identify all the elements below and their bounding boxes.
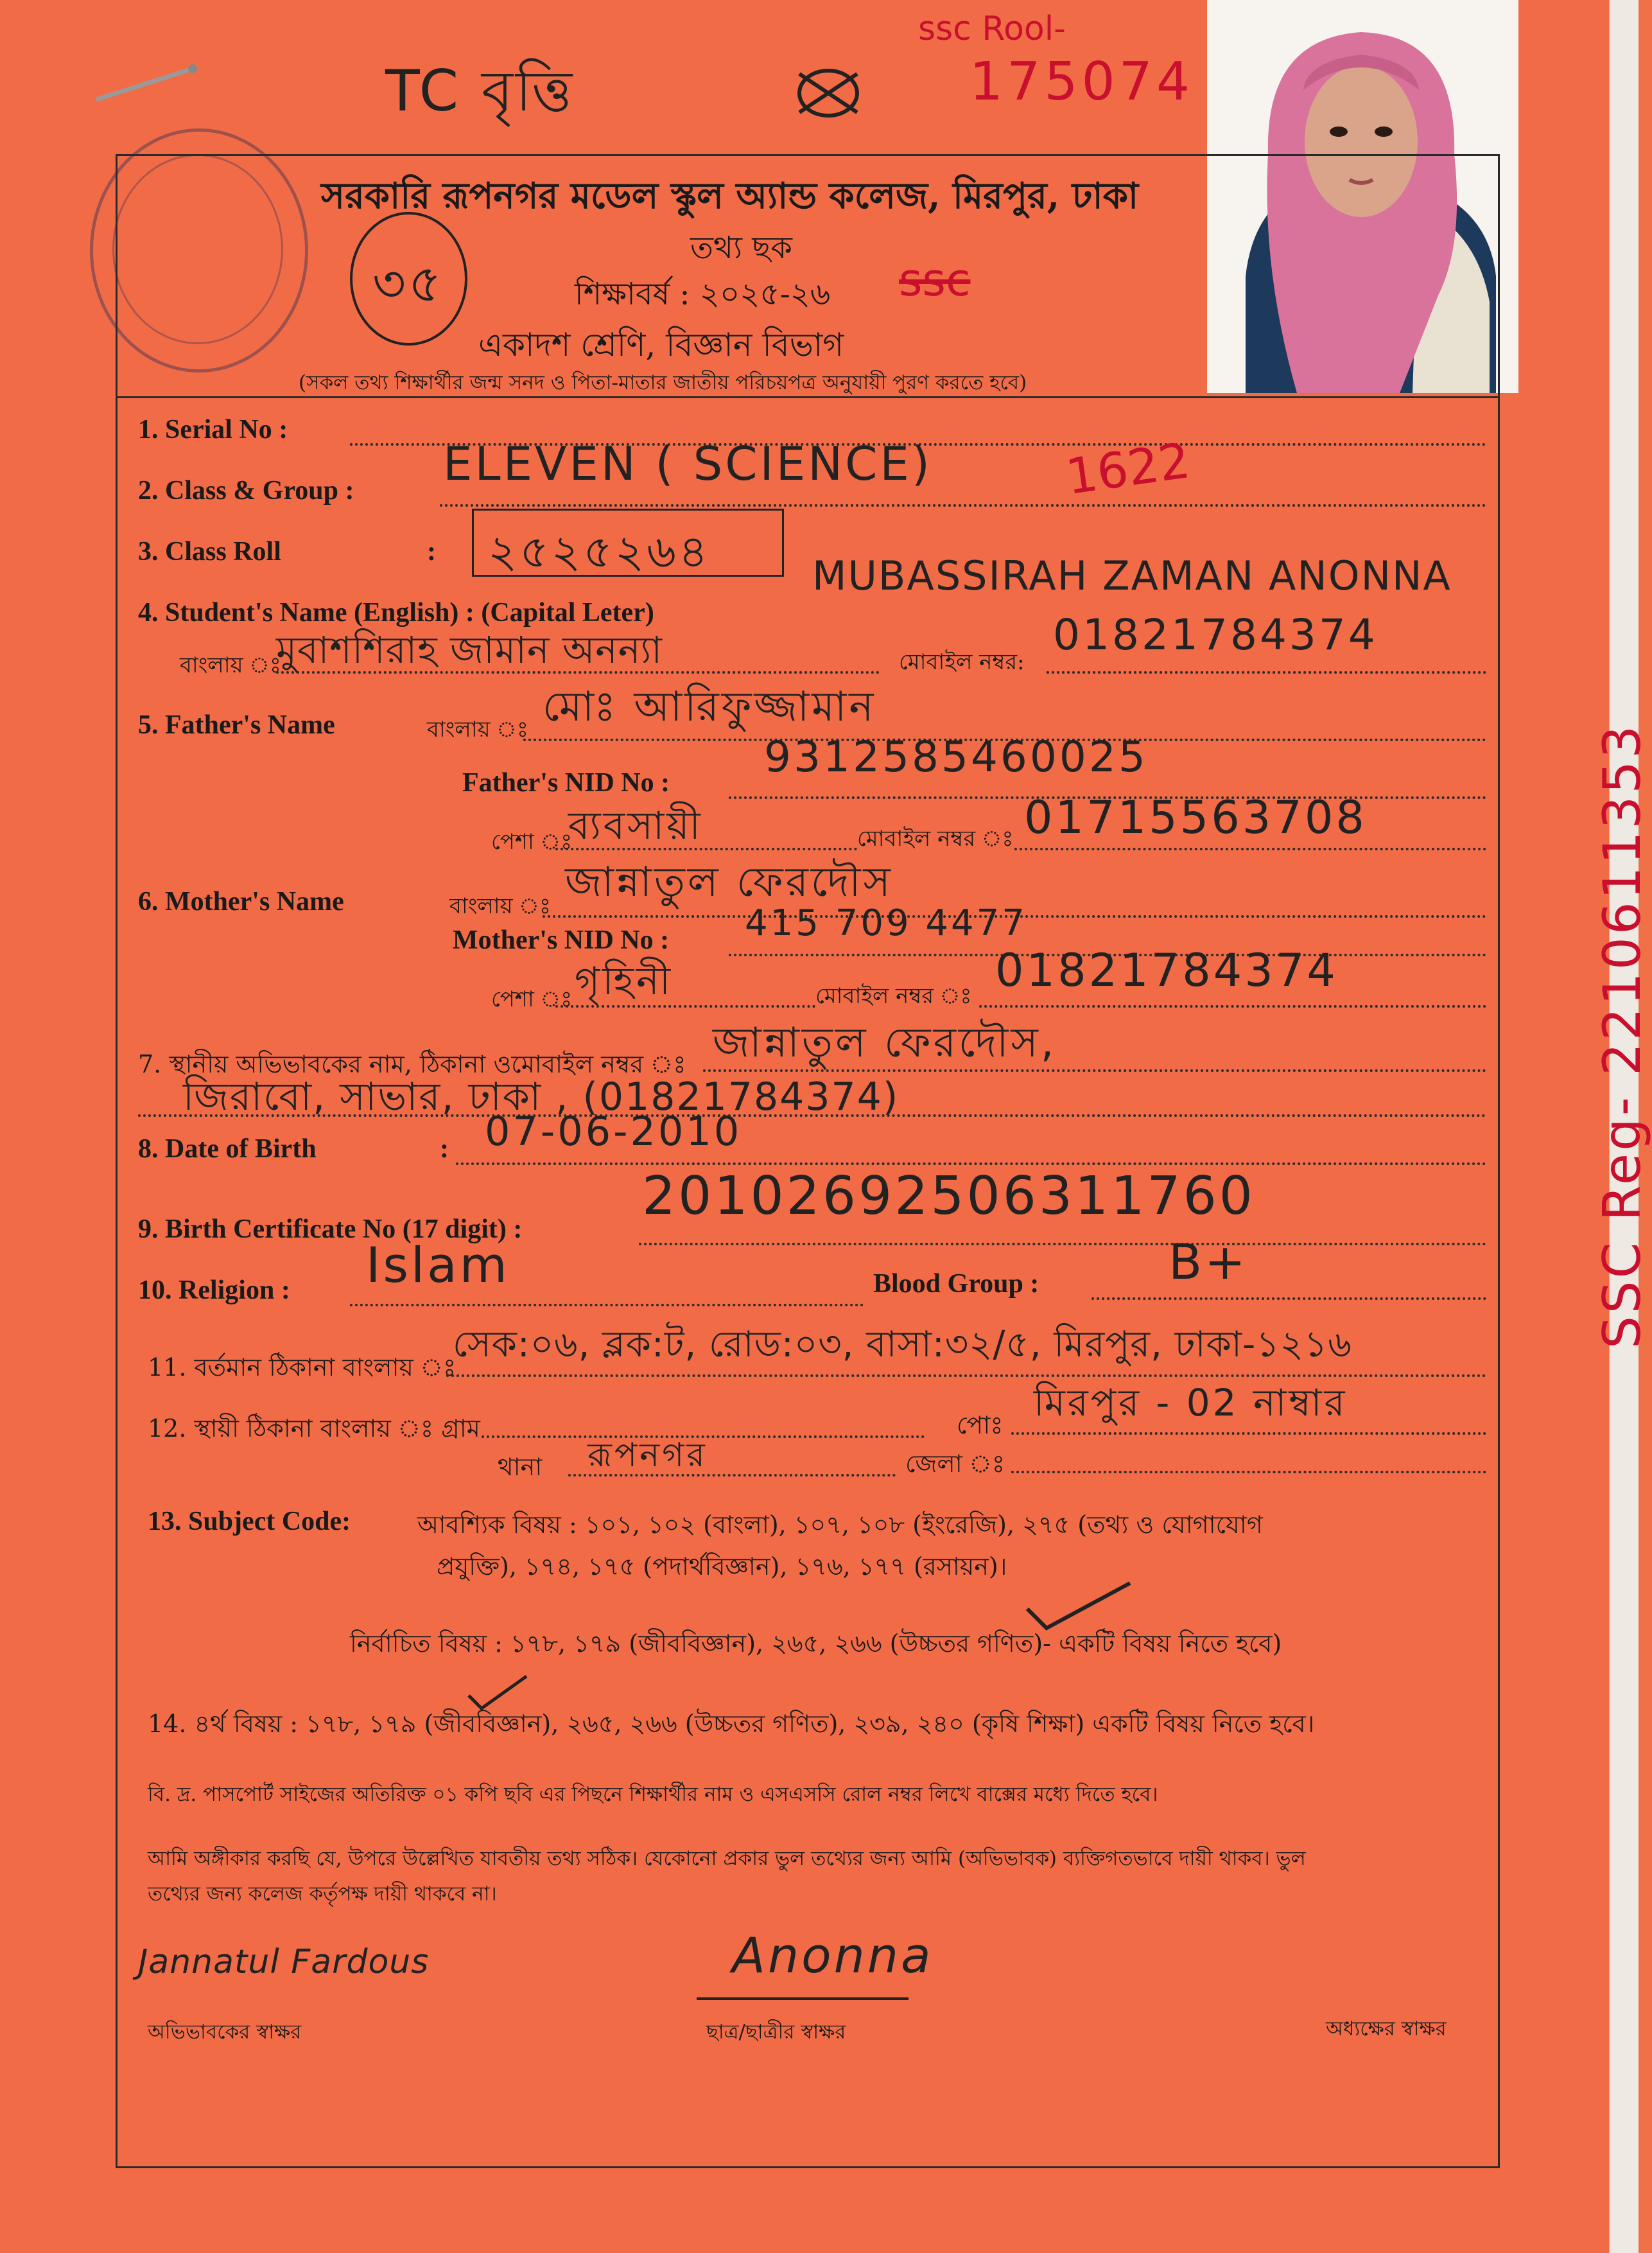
mother-nid-label: Mother's NID No : <box>453 925 670 955</box>
district-line <box>1011 1471 1486 1473</box>
guardian-signature-label: অভিভাবকের স্বাক্ষর <box>148 2021 302 2044</box>
class-group-value: ELEVEN ( SCIENCE) <box>443 437 932 491</box>
declaration-line1: আমি অঙ্গীকার করছি যে, উপরে উল্লেখিত যাবতীয় তথ্য সঠিক। যেকোনো প্রকার ভুল তথ্যের জন্য আমি (অভিভাবক) ব্যক্তিগতভাবে দায়ী থাকব। ভুল <box>148 1847 1306 1870</box>
academic-session: শিক্ষাবর্ষ : ২০২৫-২৬ <box>575 276 831 312</box>
class-group-label: 2. Class & Group : <box>138 476 354 505</box>
mother-name-label: 6. Mother's Name <box>138 887 344 916</box>
father-mobile-line <box>1014 848 1486 850</box>
blood-group-line <box>1091 1297 1486 1300</box>
subject-code-label: 13. Subject Code: <box>148 1507 351 1536</box>
district-label: জেলা ঃ <box>905 1450 1005 1478</box>
father-name-bn: মোঃ আরিফুজ্জামান <box>543 683 876 731</box>
religion-label: 10. Religion : <box>138 1276 290 1305</box>
student-mobile-line <box>1047 671 1486 674</box>
declaration-line2: তথ্যের জন্য কলেজ কর্তৃপক্ষ দায়ী থাকবে না। <box>148 1882 497 1906</box>
student-name-bn: মুবাশশিরাহ জামান অনন্যা <box>276 628 663 672</box>
student-mobile: 01821784374 <box>1053 610 1378 660</box>
staple-icon <box>90 61 199 112</box>
mother-occupation-label: পেশা ঃ <box>491 986 573 1012</box>
father-mobile: 01715563708 <box>1024 791 1367 844</box>
father-occupation-label: পেশা ঃ <box>491 829 573 855</box>
dob-line <box>456 1162 1486 1165</box>
father-occupation: ব্যবসায়ী <box>568 803 703 848</box>
scribble-mark-icon <box>790 64 867 122</box>
student-bangla-label: বাংলায় ঃ <box>180 653 282 678</box>
principal-signature-label: অধ্যক্ষের স্বাক্ষর <box>1326 2017 1447 2040</box>
father-mobile-label: মোবাইল নম্বর ঃ <box>857 826 1014 852</box>
elective-subjects: নির্বাচিত বিষয় : ১৭৮, ১৭৯ (জীববিজ্ঞান), ২৬৫, ২৬৬ (উচ্চতর গণিত)- একটি বিষয় নিতে হবে) <box>350 1629 1282 1658</box>
ssc-roll-value: 175074 <box>969 51 1194 112</box>
present-address-value: সেক:০৬, ব্লক:ট, রোড:০৩, বাসা:৩২/৫, মিরপুর, ঢাকা-১২১৬ <box>453 1324 1352 1365</box>
mother-occupation: গৃহিনী <box>575 959 673 1004</box>
blood-group-value: B+ <box>1169 1233 1248 1290</box>
ssc-reg-annotation: SSC Reg- 2210611353 <box>1592 723 1652 1349</box>
birth-cert-value: 20102692506311760 <box>642 1166 1255 1227</box>
father-nid: 9312585460025 <box>764 732 1148 782</box>
student-name-value: MUBASSIRAH ZAMAN ANONNA <box>812 552 1452 599</box>
religion-line <box>350 1304 864 1306</box>
compulsory-subjects-line2: প্রযুক্তি), ১৭৪, ১৭৫ (পদার্থবিজ্ঞান), ১৭৬, ১৭৭ (রসায়ন)। <box>437 1552 1007 1581</box>
student-signature: Anonna <box>732 1927 934 1984</box>
dob-value: 07-06-2010 <box>485 1108 742 1155</box>
class-roll-value: ২৫২৫২৬৪ <box>488 525 711 578</box>
roll-side-annotation: 1622 <box>1062 431 1194 506</box>
student-signature-underline <box>697 1997 909 2000</box>
student-mobile-label: মোবাইল নম্বর: <box>899 649 1025 675</box>
mother-bangla-label: বাংলায় ঃ <box>449 893 552 919</box>
student-name-label: 4. Student's Name (English) : (Capital Leter) <box>138 598 654 627</box>
present-address-label: 11. বর্তমান ঠিকানা বাংলায় ঃ <box>148 1353 456 1381</box>
guardian-name: জান্নাতুল ফেরদৌস, <box>713 1019 1057 1067</box>
dob-label: 8. Date of Birth <box>138 1134 317 1164</box>
fill-instruction: (সকল তথ্য শিক্ষার্থীর জন্ম সনদ ও পিতা-মাতার জাতীয় পরিচয়পত্র অনুযায়ী পুরণ করতে হবে) <box>299 371 1027 394</box>
mother-nid: 415 709 4477 <box>745 902 1027 944</box>
guardian-label: 7. স্থানীয় অভিভাবকের নাম, ঠিকানা ওমোবাইল নম্বর ঃ <box>138 1050 686 1078</box>
birth-cert-label: 9. Birth Certificate No (17 digit) : <box>138 1214 523 1244</box>
thana-value: রূপনগর <box>587 1436 708 1475</box>
post-label: পোঃ <box>957 1411 1004 1439</box>
thana-label: থানা <box>498 1453 543 1481</box>
header-divider <box>116 396 1500 398</box>
college-name: সরকারি রূপনগর মডেল স্কুল অ্যান্ড কলেজ, মিরপুর, ঢাকা <box>321 175 1139 217</box>
permanent-address-label: 12. স্থায়ী ঠিকানা বাংলায় ঃ গ্রাম <box>148 1414 480 1442</box>
mother-mobile: 01821784374 <box>995 944 1338 997</box>
mother-mobile-line <box>979 1005 1486 1008</box>
fourth-subject: 14. ৪র্থ বিষয় : ১৭৮, ১৭৯ (জীববিজ্ঞান), ২৬৫, ২৬৬ (উচ্চতর গণিত), ২৩৯, ২৪০ (কৃষি শিক্ষা) একটি বিষয় নিতে হবে। <box>148 1710 1315 1738</box>
class-group-line <box>440 504 1486 507</box>
class-department: একাদশ শ্রেণি, বিজ্ঞান বিভাগ <box>478 326 844 364</box>
dob-colon: : <box>440 1134 449 1164</box>
father-name-label: 5. Father's Name <box>138 710 335 740</box>
student-signature-label: ছাত্র/ছাত্রীর স্বাক্ষর <box>706 2021 846 2044</box>
birth-cert-line <box>639 1243 1486 1245</box>
ssc-struck-annotation: ssc <box>899 254 971 306</box>
guardian-signature: Jannatul Fardous <box>138 1943 430 1981</box>
circled-number: ৩৫ <box>372 254 444 313</box>
blood-group-label: Blood Group : <box>873 1269 1039 1299</box>
father-nid-label: Father's NID No : <box>462 768 670 798</box>
nb-note: বি. দ্র. পাসপোর্ট সাইজের অতিরিক্ত ০১ কপি ছবি এর পিছনে শিক্ষার্থীর নাম ও এসএসসি রোল নম্বর লিখে বাক্সের মধ্যে দিতে হবে। <box>148 1783 1158 1806</box>
class-roll-colon: : <box>427 537 436 566</box>
class-roll-label: 3. Class Roll <box>138 537 281 566</box>
permanent-post-value: মিরপুর - 02 নাম্বার <box>1034 1381 1348 1425</box>
mother-name-bn: জান্নাতুল ফেরদৌস <box>565 859 893 906</box>
father-bangla-label: বাংলায় ঃ <box>427 717 529 742</box>
mother-mobile-label: মোবাইল নম্বর ঃ <box>815 983 972 1009</box>
tc-annotation: TC বৃত্তি <box>385 58 575 124</box>
form-title: তথ্য ছক <box>690 230 792 266</box>
ssc-roll-label: ssc Rool- <box>918 10 1066 48</box>
serial-label: 1. Serial No : <box>138 415 288 444</box>
compulsory-subjects-line1: আবশ্যিক বিষয় : ১০১, ১০২ (বাংলা), ১০৭, ১০৮ (ইংরেজি), ২৭৫ (তথ্য ও যোগাযোগ <box>417 1511 1263 1539</box>
guardian-address: জিরাবো, সাভার, ঢাকা , (01821784374) <box>183 1074 900 1119</box>
religion-value: Islam <box>366 1236 510 1293</box>
